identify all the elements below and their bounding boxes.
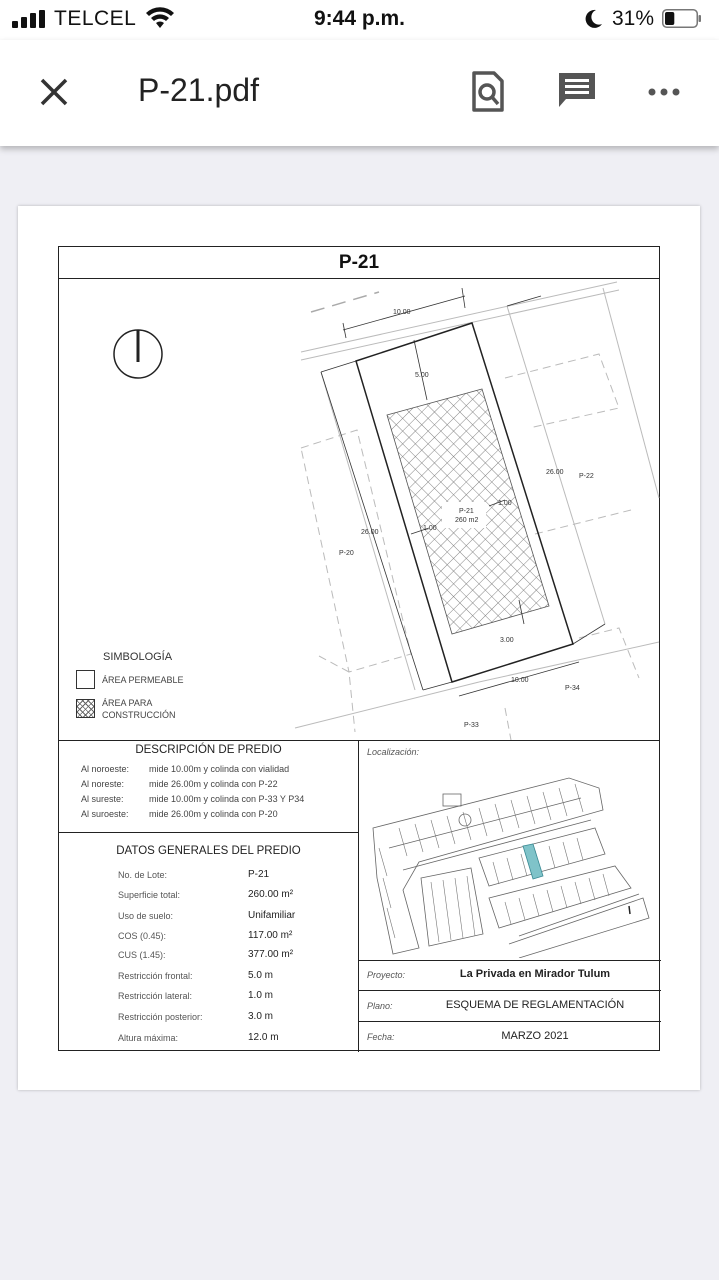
dim-right-label: 26.00 <box>546 469 564 476</box>
desc-row-dir: Al noreste: <box>81 779 125 789</box>
legend-permeable-label: ÁREA PERMEABLE <box>102 675 184 685</box>
setback-front-label: 5.00 <box>415 372 429 379</box>
datos-value: Unifamiliar <box>248 910 296 921</box>
fecha-row <box>359 1022 661 1052</box>
clock: 9:44 p.m. <box>313 7 406 30</box>
find-in-document-icon[interactable] <box>468 70 508 114</box>
plano-label: Plano: <box>367 1001 393 1011</box>
legend-construction-label-1: ÁREA PARA <box>102 698 153 708</box>
neighbor-right-label: P-22 <box>579 473 594 480</box>
neighbor-left-label: P-20 <box>339 550 354 557</box>
lot-label: P-21 <box>459 508 474 515</box>
setback-back-label: 3.00 <box>500 637 514 644</box>
drawing-sheet <box>58 246 660 1051</box>
datos-label: Restricción posterior: <box>118 1012 203 1022</box>
datos-value: 117.00 m² <box>248 930 293 941</box>
localizacion <box>359 740 661 961</box>
status-bar <box>0 0 719 40</box>
datos-value: 377.00 m² <box>248 949 294 960</box>
sheet-title: P-21 <box>59 247 659 279</box>
comment-icon[interactable] <box>556 70 598 112</box>
location-map <box>359 758 661 958</box>
fecha-label: Fecha: <box>367 1032 395 1042</box>
plano-row <box>359 991 661 1022</box>
localizacion-label: Localización: <box>367 747 420 757</box>
lot-plan-drawing <box>59 278 661 740</box>
carrier-name: TELCEL <box>54 7 137 30</box>
datos-value: 260.00 m² <box>248 889 294 900</box>
datos-label: CUS (1.45): <box>118 950 166 960</box>
plano-value: ESQUEMA DE REGLAMENTACIÓN <box>445 999 625 1011</box>
dim-front-label: 10.00 <box>393 309 411 316</box>
battery-icon <box>662 9 702 28</box>
datos-label: Restricción lateral: <box>118 991 193 1001</box>
pdf-toolbar <box>0 40 719 146</box>
proyecto-label: Proyecto: <box>367 970 406 980</box>
north-arrow-icon <box>114 330 162 378</box>
battery-percent: 31% <box>612 7 655 30</box>
desc-row-dir: Al sureste: <box>81 794 124 804</box>
desc-row-text: mide 26.00m y colinda con P-22 <box>149 779 278 789</box>
proyecto-value: La Privada en Mirador Tulum <box>459 968 611 980</box>
datos-value: 5.0 m <box>248 970 274 981</box>
datos-label: Altura máxima: <box>118 1033 179 1043</box>
descripcion-title: DESCRIPCIÓN DE PREDIO <box>135 744 282 756</box>
datos-value: P-21 <box>248 869 270 880</box>
dimension-labels <box>339 309 594 729</box>
legend-construction-label-2: CONSTRUCCIÓN <box>102 710 176 720</box>
dim-back-label: 10.00 <box>511 677 529 684</box>
desc-row-text: mide 26.00m y colinda con P-20 <box>149 809 278 819</box>
neighbor-back-right-label: P-34 <box>565 685 580 692</box>
fecha-value: MARZO 2021 <box>501 1030 569 1042</box>
legend-title: SIMBOLOGÍA <box>103 651 173 663</box>
lot-area-label: 260 m2 <box>455 517 479 524</box>
moon-icon <box>582 8 604 30</box>
datos-label: Uso de suelo: <box>118 911 174 921</box>
proyecto-row <box>359 960 661 991</box>
datos-label: Superficie total: <box>118 890 181 900</box>
lot-highlight <box>523 844 543 879</box>
setback-right-label: 1.00 <box>498 500 512 507</box>
desc-row-dir: Al noroeste: <box>81 764 130 774</box>
descripcion-predio <box>59 740 359 833</box>
datos-generales <box>59 833 359 1052</box>
more-icon[interactable] <box>646 80 682 104</box>
setback-left-label: 1.00 <box>423 525 437 532</box>
desc-row-text: mide 10.00m y colinda con vialidad <box>149 764 290 774</box>
datos-title: DATOS GENERALES DEL PREDIO <box>116 845 301 857</box>
datos-value: 3.0 m <box>248 1011 274 1022</box>
close-icon[interactable] <box>36 74 72 110</box>
neighbor-back-left-label: P-33 <box>464 722 479 729</box>
document-title: P-21.pdf <box>138 72 259 108</box>
datos-label: COS (0.45): <box>118 931 167 941</box>
desc-row-dir: Al suroeste: <box>81 809 129 819</box>
datos-value: 12.0 m <box>248 1032 279 1043</box>
legend-construction-swatch <box>76 699 95 718</box>
datos-label: Restricción frontal: <box>118 971 193 981</box>
datos-label: No. de Lote: <box>118 870 168 880</box>
lot-plan <box>59 278 659 741</box>
legend-permeable-swatch <box>76 670 95 689</box>
dim-left-label: 26.00 <box>361 529 379 536</box>
desc-row-text: mide 10.00m y colinda con P-33 Y P34 <box>149 794 305 804</box>
datos-value: 1.0 m <box>248 990 274 1001</box>
pdf-page[interactable] <box>18 206 700 1090</box>
